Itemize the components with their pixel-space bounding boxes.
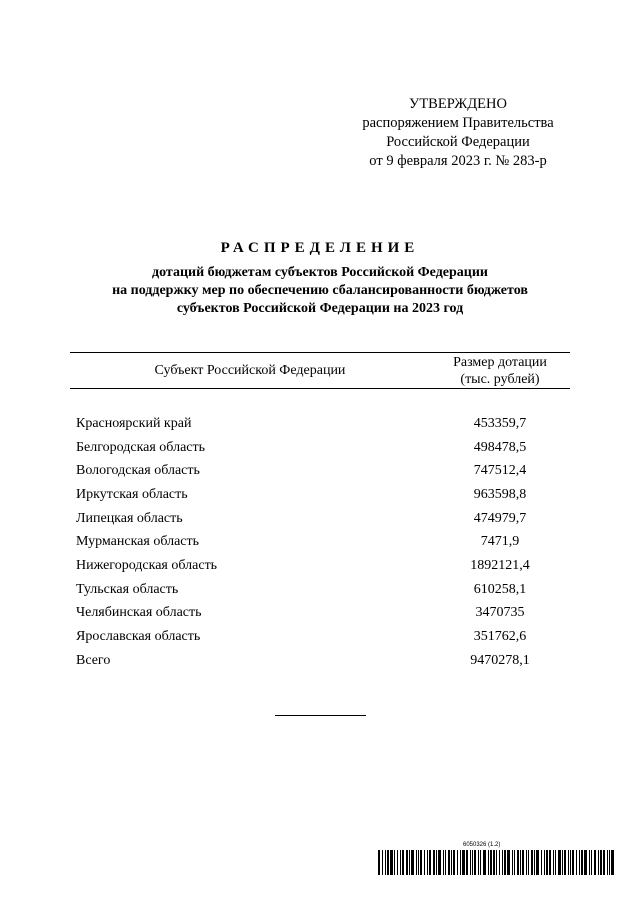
row-subject: Иркутская область	[76, 486, 188, 502]
table-row	[70, 436, 570, 460]
row-subject: Вологодская область	[76, 463, 200, 479]
row-subject: Челябинская область	[76, 605, 202, 621]
document-title: РАСПРЕДЕЛЕНИЕ	[220, 240, 420, 256]
table-header	[70, 352, 570, 389]
row-amount: 3470735	[475, 605, 525, 621]
table-row-total	[70, 649, 570, 673]
closing-separator	[275, 715, 366, 716]
row-amount: 498478,5	[473, 439, 527, 455]
row-subject: Красноярский край	[76, 415, 192, 431]
approval-line-1: распоряжением Правительства	[362, 115, 554, 131]
header-amount: Размер дотации (тыс. рублей)	[453, 354, 547, 387]
row-amount: 9470278,1	[470, 652, 530, 668]
barcode-icon	[378, 850, 616, 875]
row-subject: Нижегородская область	[76, 557, 218, 573]
row-amount: 7471,9	[480, 534, 520, 550]
table-row	[70, 602, 570, 626]
row-amount: 453359,7	[473, 415, 527, 431]
distribution-table	[70, 352, 570, 673]
row-subject: Белгородская область	[76, 439, 206, 455]
subtitle-line-3: субъектов Российской Федерации на 2023 год	[176, 301, 464, 316]
header-subject: Субъект Российской Федерации	[154, 362, 346, 378]
row-amount: 963598,8	[473, 486, 527, 502]
table-row	[70, 625, 570, 649]
row-subject: Ярославская область	[76, 629, 201, 645]
barcode-number: 6050326 (1.2)	[463, 842, 501, 848]
row-amount: 1892121,4	[470, 557, 530, 573]
subtitle-line-1: дотаций бюджетам субъектов Российской Федерации	[152, 265, 488, 280]
row-subject: Мурманская область	[76, 534, 200, 550]
row-amount: 610258,1	[473, 581, 527, 597]
approval-line-2: Российской Федерации	[386, 134, 530, 150]
approval-heading: УТВЕРЖДЕНО	[409, 96, 507, 112]
approval-line-3: от 9 февраля 2023 г. № 283-р	[369, 153, 547, 169]
table-row	[70, 412, 570, 436]
table-row	[70, 530, 570, 554]
document-subtitle	[60, 264, 580, 318]
subtitle-line-2: на поддержку мер по обеспечению сбалансированности бюджетов	[112, 283, 528, 298]
table-row	[70, 554, 570, 578]
row-subject: Тульская область	[76, 581, 179, 597]
table-row	[70, 459, 570, 483]
row-amount: 747512,4	[473, 463, 527, 479]
table-body	[70, 412, 570, 673]
table-row	[70, 483, 570, 507]
approval-block	[340, 95, 576, 171]
row-amount: 474979,7	[473, 510, 527, 526]
row-subject: Липецкая область	[76, 510, 183, 526]
row-amount: 351762,6	[473, 629, 527, 645]
row-subject: Всего	[76, 652, 111, 668]
table-row	[70, 507, 570, 531]
table-row	[70, 578, 570, 602]
